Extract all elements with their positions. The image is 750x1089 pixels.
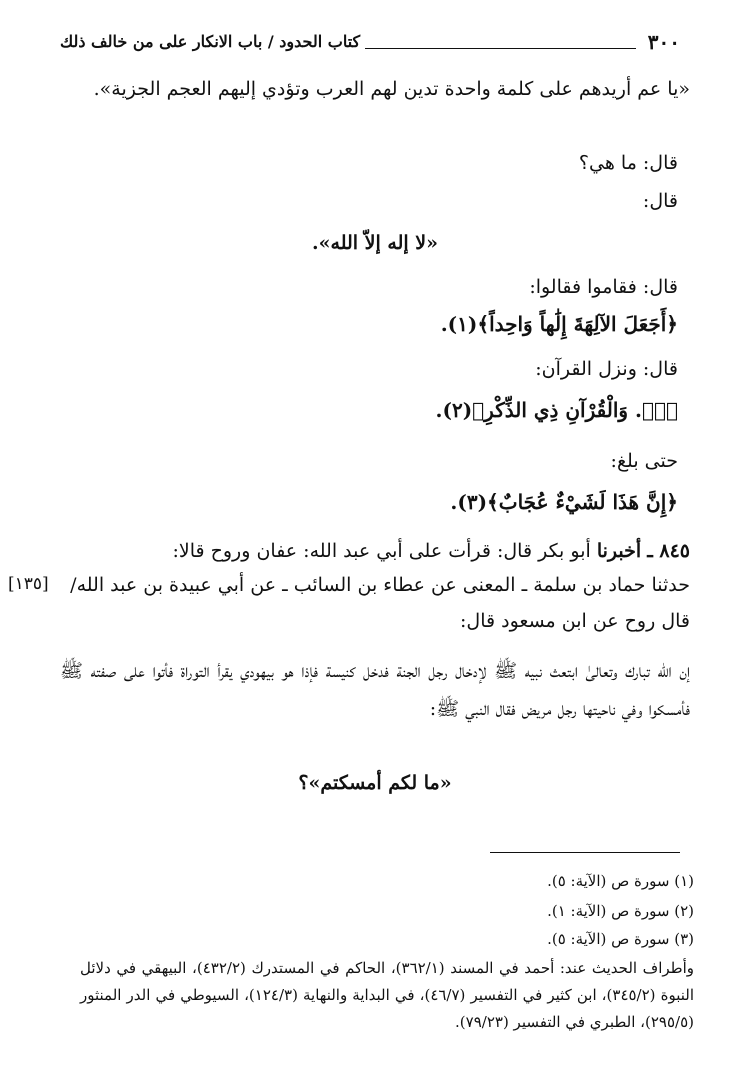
side-reference-number: [١٣٥] (8, 574, 49, 594)
prophet-question: «ما لكم أمسكتم»؟ (298, 772, 452, 794)
akhbarana-word: أخبرنا (596, 540, 642, 562)
narration-line: قال: ونزل القرآن: (535, 358, 678, 380)
narration-line: قال: فقاموا فقالوا: (529, 276, 678, 298)
page-number: ٣٠٠ (647, 30, 680, 54)
narration-line: قال: ما هي؟ (578, 152, 678, 174)
matn-paragraph: إن الله تبارك وتعالىٰ ابتعث نبيه ﷺ لإدخال رجل الجنة فدخل كنيسة فإذا هو بيهودي يقرأ التوراة فأتوا على صفته ﷺ فأمسكوا وفي ناحيتها رجل مريض فقال النبي ﷺ: (60, 660, 690, 720)
paragraph-prophet-speech: «يا عم أريدهم على كلمة واحدة تدين لهم العرب وتؤدي إليهم العجم الجزية». (93, 78, 690, 100)
footnote-1: (١) سورة ص (الآية: ٥). (547, 872, 694, 890)
quran-verse: ﴿إِنَّ هَذَا لَشَيْءٌ عُجَابٌ﴾(٣). (450, 490, 678, 514)
isnad-line: قال روح عن ابن مسعود قال: (460, 610, 690, 632)
narration-line: قال: (642, 190, 678, 212)
footnote-3: (٣) سورة ص (الآية: ٥). (547, 930, 694, 948)
quran-verse: ﴿صۤ. وَالْقُرْآنِ ذِي الذِّكْرِ﴾(٢). (435, 398, 678, 422)
quran-verse: ﴿أَجَعَلَ الآلِهَةَ إِلَٰهاً وَاحِداً﴾(١). (440, 312, 678, 336)
footnote-separator (490, 852, 680, 853)
page-header (60, 28, 680, 62)
shahada-line: «لا إله إلاّ الله». (312, 232, 438, 254)
hadith-heading (172, 540, 690, 562)
running-title: كتاب الحدود / باب الانكار على من خالف ذلك (60, 32, 361, 51)
header-rule (365, 48, 636, 49)
footnote-atraf: وأطراف الحديث عند: أحمد في المسند (٣٦٢/١)، الحاكم في المستدرك (٤٣٢/٢)، البيهقي في دلائل النبوة (٣٤٥/٢)، ابن كثير في التفسير (٤٦/٧)، في البداية والنهاية (١٢٤/٣)، السيوطي في الدر المنثور (٢٩٥/٥)، الطبري في التفسير (٧٩/٢٣). (80, 959, 695, 1031)
isnad-line: حدثنا حماد بن سلمة ـ المعنى عن عطاء بن السائب ـ عن أبي عبيدة بن عبد الله/ (70, 574, 690, 596)
isnad-text: أبو بكر قال: قرأت على أبي عبد الله: عفان وروح قالا: (172, 540, 591, 562)
footnote-2: (٢) سورة ص (الآية: ١). (547, 902, 694, 920)
narration-line: حتى بلغ: (610, 450, 678, 472)
hadith-number: ٨٤٥ ـ (647, 540, 690, 562)
